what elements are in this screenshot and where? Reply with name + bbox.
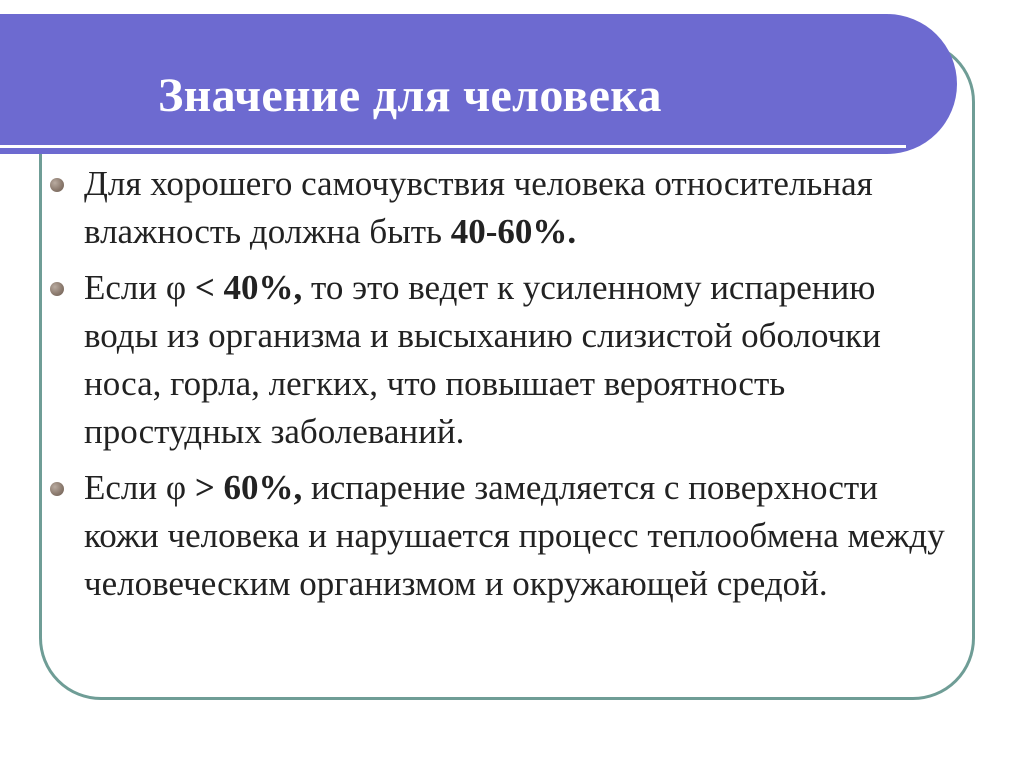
bullet-text-part: испарение замедляется с поверхности кожи человека и нарушается процесс теплообмена между человеческим организмом и окружающей средой.: [84, 468, 945, 603]
bullet-dot-icon: [50, 178, 64, 192]
bullet-text-part: Для хорошего самочувствия человека относительная влажность должна быть: [84, 164, 873, 251]
slide-title: Значение для человека: [158, 69, 662, 122]
bullet-dot-icon: [50, 482, 64, 496]
title-underline: [0, 145, 906, 148]
bullet-item: [50, 464, 950, 608]
bullet-item: [50, 160, 950, 256]
bullet-dot-icon: [50, 282, 64, 296]
bullet-text-emphasis: > 60%,: [194, 468, 303, 507]
bullet-text-emphasis: < 40%,: [194, 268, 303, 307]
bullet-text-emphasis: 40-60%.: [450, 212, 577, 251]
bullet-text-part: то это ведет к усиленному испарению воды из организма и высыханию слизистой оболочки носа, горла, легких, что повышает вероятность простудных заболеваний.: [84, 268, 881, 451]
bullet-item: [50, 264, 950, 456]
bullet-text: [84, 468, 945, 603]
title-bar: [0, 14, 957, 154]
bullet-text: [84, 268, 881, 451]
bullet-list: [50, 160, 950, 616]
bullet-text-part: Если φ: [84, 268, 195, 307]
bullet-text-part: Если φ: [84, 468, 195, 507]
bullet-text: [84, 164, 873, 251]
